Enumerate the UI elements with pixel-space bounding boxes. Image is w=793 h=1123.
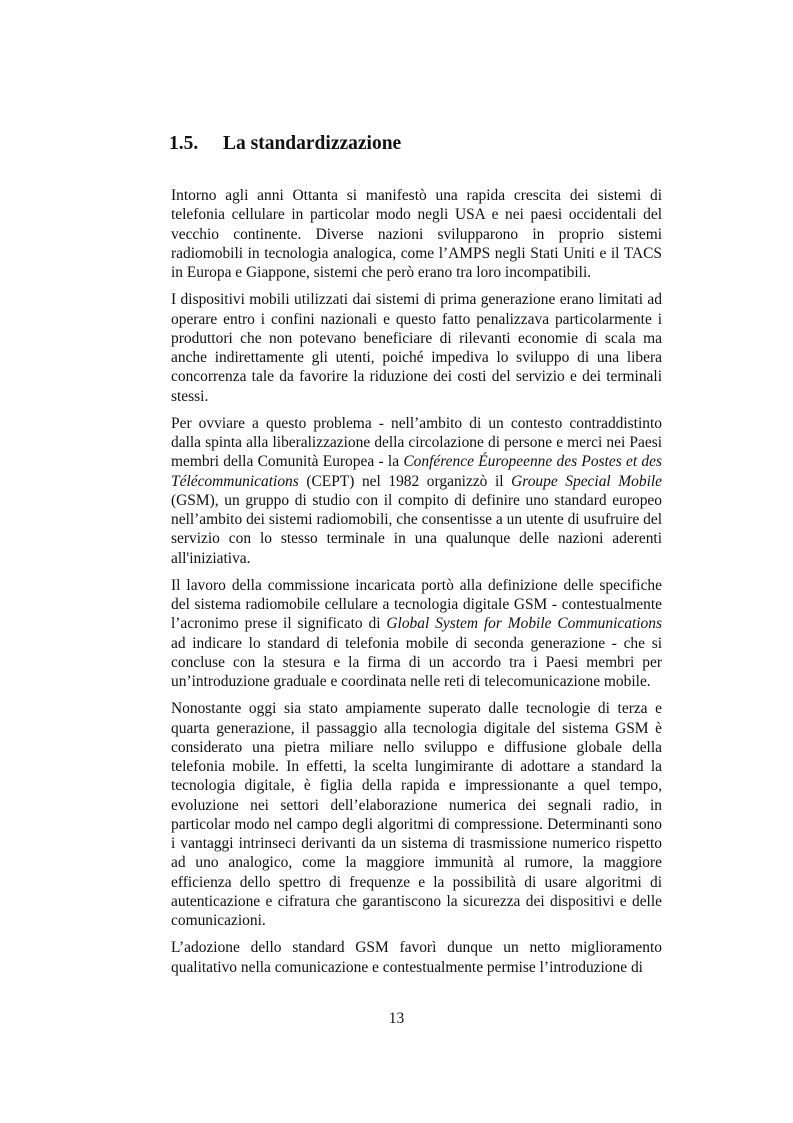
text-run: ad indicare lo standard di telefonia mobile di seconda generazione - che si concluse con la stesura e la firma di un accordo tra i Paesi membri per un’introduzione graduale e coordinata nelle reti di telecomunicazione mobile. xyxy=(171,634,662,690)
text-run: Intorno agli anni Ottanta si manifestò una rapida crescita dei sistemi di telefonia cellulare in particolar modo negli USA e nei paesi occidentali del vecchio continente. Diverse nazioni svilupparono in proprio sistemi radiomobili in tecnologia analogica, come l’AMPS negli Stati Uniti e il TACS in Europa e Giappone, sistemi che però erano tra loro incompatibili. xyxy=(171,187,662,281)
section-title: La standardizzazione xyxy=(223,133,402,154)
text-run: Per ovviare a questo problema - nell’ambito di un contesto contraddistinto dalla spinta alla liberalizzazione della circolazione di persone e merci nei Paesi membri della Comunità Europea - la xyxy=(171,414,662,471)
italic-text-run: Conférence Éuropeenne des Postes et des Télécommunications xyxy=(171,453,663,490)
italic-text-run: Global System for Mobile Communications xyxy=(386,615,662,633)
paragraph xyxy=(171,414,662,568)
section-heading xyxy=(169,131,401,157)
paragraph xyxy=(171,290,662,406)
text-run: (CEPT) nel 1982 organizzò il xyxy=(298,472,512,490)
paragraph xyxy=(171,699,662,930)
paragraph xyxy=(171,576,662,692)
text-run: Nonostante oggi sia stato ampiamente superato dalle tecnologie di terza e quarta generazione, il passaggio alla tecnologia digitale del sistema GSM è considerato una pietra miliare nello sviluppo e diffusione globale della telefonia mobile. In effetti, la scelta lungimirante di adottare a standard la tecnologia digitale, è figlia della rapida e impressionante a quel tempo, evoluzione nei settori dell’elaborazione numerica dei segnali radio, in particolar modo nel campo degli algoritmi di compressione. Determinanti sono i vantaggi intrinseci derivanti da un sistema di trasmissione numerico rispetto ad uno analogico, come la maggiore immunità al rumore, la maggiore efficienza dello spettro di frequenze e la possibilità di usare algoritmi di autenticazione e cifratura che garantiscono la sicurezza dei dispositivi e delle comunicazioni. xyxy=(171,700,662,929)
page-number: 13 xyxy=(388,1010,405,1027)
paragraph xyxy=(171,938,662,977)
italic-text-run: Groupe Special Mobile xyxy=(511,472,662,490)
text-run: (GSM), un gruppo di studio con il compito di definire uno standard europeo nell’ambito dei sistemi radiomobili, che consentisse a un utente di usufruire del servizio con lo stesso terminale in una qualunque delle nazioni aderenti all'iniziativa. xyxy=(171,491,662,567)
text-run: L’adozione dello standard GSM favorì dunque un netto miglioramento qualitativo nella comunicazione e contestualmente permise l’introduzione di xyxy=(171,939,662,976)
paragraph xyxy=(171,186,662,282)
text-run: I dispositivi mobili utilizzati dai sistemi di prima generazione erano limitati ad operare entro i confini nazionali e questo fatto penalizzava particolarmente i produttori che non potevano beneficiare di rilevanti economie di scala ma anche indirettamente gli utenti, poiché impediva lo sviluppo di una libera concorrenza tale da favorire la riduzione dei costi del servizio e dei terminali stessi. xyxy=(171,291,662,405)
text-run: Il lavoro della commissione incaricata portò alla definizione delle specifiche del sistema radiomobile cellulare a tecnologia digitale GSM - contestualmente l’acronimo prese il significato di xyxy=(171,576,662,633)
body-text xyxy=(171,186,662,985)
section-number: 1.5. xyxy=(169,133,199,154)
